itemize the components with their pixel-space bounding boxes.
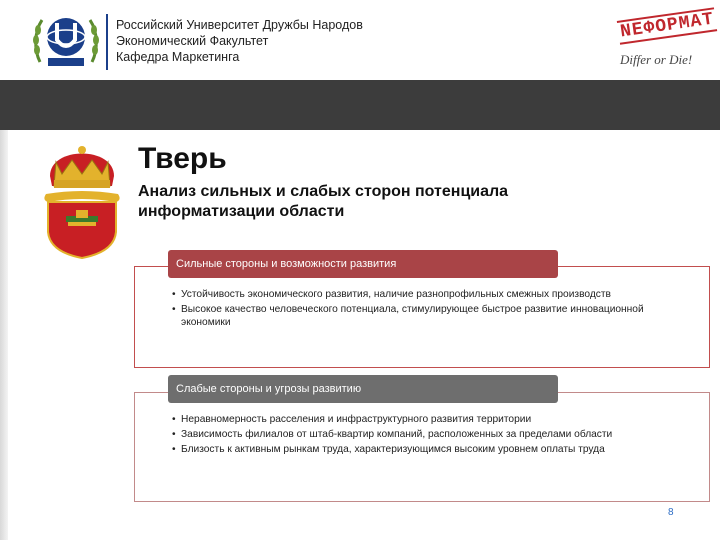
neformat-logo-icon [608,8,720,78]
page-subtitle: Анализ сильных и слабых сторон потенциала информатизации области [138,183,509,220]
weaknesses-header: Слабые стороны и угрозы развитию [168,375,558,403]
university-line: Российский Университет Дружбы Народов [116,18,363,32]
page-number: 8 [668,507,674,518]
department-line: Кафедра Маркетинга [116,50,240,64]
brand-stamp: NEФОРМАТ [617,7,718,44]
slide-header [0,0,720,80]
page-title: Тверь [138,142,227,175]
list-item: • Высокое качество человеческого потенциала, стимулирующее быстрое развитие инновационной экономики [170,303,680,329]
weaknesses-list [170,413,680,458]
list-item: • Неравномерность расселения и инфраструктурного развития территории [170,413,680,426]
strengths-header: Сильные стороны и возможности развития [168,250,558,278]
list-item: • Зависимость филиалов от штаб-квартир компаний, расположенных за пределами области [170,428,680,441]
faculty-line: Экономический Факультет [116,34,269,48]
header-divider [106,14,108,70]
list-item: • Устойчивость экономического развития, наличие разнопрофильных смежных производств [170,288,680,301]
list-item: • Близость к активным рынкам труда, характеризующимся высоким уровнем оплаты труда [170,443,680,456]
left-gradient-strip [0,130,8,540]
rudn-logo-icon [30,10,102,72]
strengths-list [170,288,680,331]
brand-slogan: Differ or Die! [620,52,693,67]
dark-band [0,80,720,130]
university-name-block [116,17,363,65]
tver-coat-of-arms-icon [36,136,128,260]
